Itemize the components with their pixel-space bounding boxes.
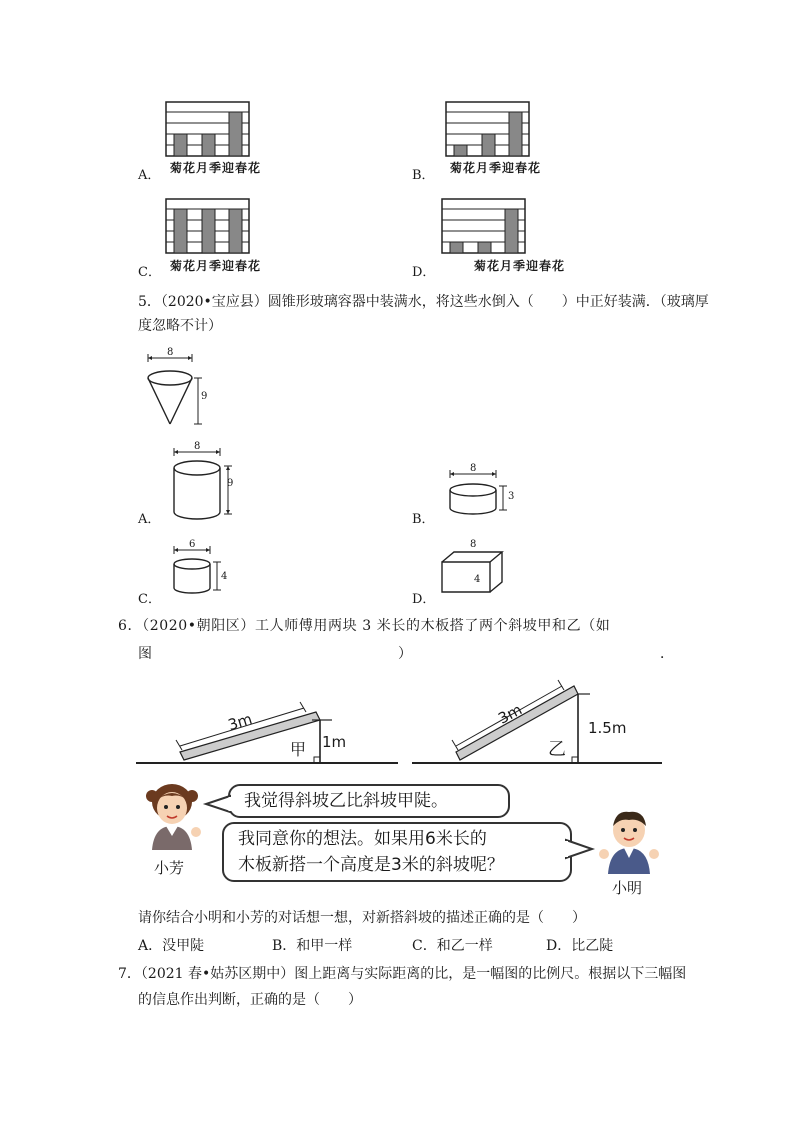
boy-name: 小明: [612, 879, 643, 897]
option-d-cuboid-height: 4: [474, 574, 481, 585]
cone-figure: [140, 348, 220, 430]
bubble2-line1: 我同意你的想法。如果用6米长的: [238, 829, 487, 849]
speech-bubble-boy: [222, 822, 572, 882]
option-c-chart: [166, 199, 250, 255]
option-d-cuboid: [440, 546, 510, 598]
option-a-letter-q5[interactable]: A．: [138, 512, 161, 527]
q5-stem-line2: 度忽略不计）: [138, 318, 222, 334]
option-a-cylinder-diameter: 8: [194, 441, 201, 452]
q6-question: 请你结合小明和小芳的对话想一想，对新搭斜坡的描述正确的是（ ）: [138, 910, 586, 926]
option-a-cylinder: [170, 441, 250, 524]
slope-jia-length-label: 3m: [225, 709, 255, 735]
q6-option-b[interactable]: B．和甲一样: [272, 938, 353, 954]
option-c-letter-q5[interactable]: C．: [138, 592, 161, 607]
q7-stem-line2: 的信息作出判断，正确的是（ ）: [138, 992, 362, 1008]
q6-stem-line2-paren: ）: [398, 646, 412, 662]
q6-stem-line2-start: 图: [138, 646, 152, 662]
option-a-letter[interactable]: A．: [138, 168, 161, 183]
cone-height-label: 9: [201, 391, 208, 402]
cone-diameter-label: 8: [167, 347, 174, 358]
bubble2-tail: [566, 840, 594, 858]
option-d-chart-label: 菊花月季迎春花: [474, 259, 566, 273]
q6-stem-line1: 6．（2020•朝阳区）工人师傅用两块 3 米长的木板搭了两个斜坡甲和乙（如: [118, 618, 611, 634]
slope-yi-height-label: 1.5m: [588, 719, 627, 737]
option-c-letter[interactable]: C．: [138, 265, 161, 280]
option-a-cylinder-height: 9: [227, 478, 234, 489]
q6-option-a[interactable]: A．没甲陡: [138, 938, 205, 954]
speech-bubble-girl: 我觉得斜坡乙比斜坡甲陡。: [228, 784, 510, 818]
option-d-cuboid-length: 8: [470, 539, 477, 550]
option-b-cylinder-height: 3: [508, 491, 515, 502]
option-d-letter-q5[interactable]: D．: [412, 592, 436, 607]
option-b-letter[interactable]: B．: [412, 168, 435, 183]
q6-option-c[interactable]: C．和乙一样: [412, 938, 493, 954]
boy-avatar: [594, 808, 664, 876]
option-a-chart-label: 菊花月季迎春花: [170, 161, 262, 175]
slope-yi-name: 乙: [548, 739, 566, 760]
option-c-cylinder-height: 4: [221, 571, 228, 582]
option-d-letter[interactable]: D．: [412, 265, 436, 280]
q5-stem-line1: 5．（2020•宝应县）圆锥形玻璃容器中装满水，将这些水倒入（ ）中正好装满．（玻璃厚: [138, 294, 709, 310]
slope-yi-figure: [412, 676, 668, 770]
slope-jia-figure: [136, 690, 406, 770]
option-c-cylinder-diameter: 6: [189, 539, 196, 550]
option-b-letter-q5[interactable]: B．: [412, 512, 435, 527]
girl-name: 小芳: [154, 859, 185, 877]
slope-jia-height-label: 1m: [322, 733, 347, 751]
q6-stem-line2-period: ．: [660, 646, 674, 662]
option-b-chart: [446, 102, 530, 158]
q7-stem-line1: 7．（2021 春•姑苏区期中）图上距离与实际距离的比，是一幅图的比例尺。根据以下三幅图: [118, 966, 687, 982]
option-c-cylinder: [170, 539, 240, 598]
option-c-chart-label: 菊花月季迎春花: [170, 259, 262, 273]
option-b-cylinder-diameter: 8: [470, 463, 477, 474]
option-d-chart: [442, 199, 526, 255]
q6-option-d[interactable]: D．比乙陡: [546, 938, 614, 954]
slope-yi-length-label: 3m: [495, 700, 525, 728]
option-b-chart-label: 菊花月季迎春花: [450, 161, 542, 175]
bubble2-line2: 木板新搭一个高度是3米的斜坡呢？: [238, 855, 504, 875]
option-a-chart: [166, 102, 250, 158]
slope-jia-name: 甲: [290, 740, 307, 759]
girl-avatar: [140, 780, 210, 852]
bubble1-tail: [206, 796, 232, 812]
